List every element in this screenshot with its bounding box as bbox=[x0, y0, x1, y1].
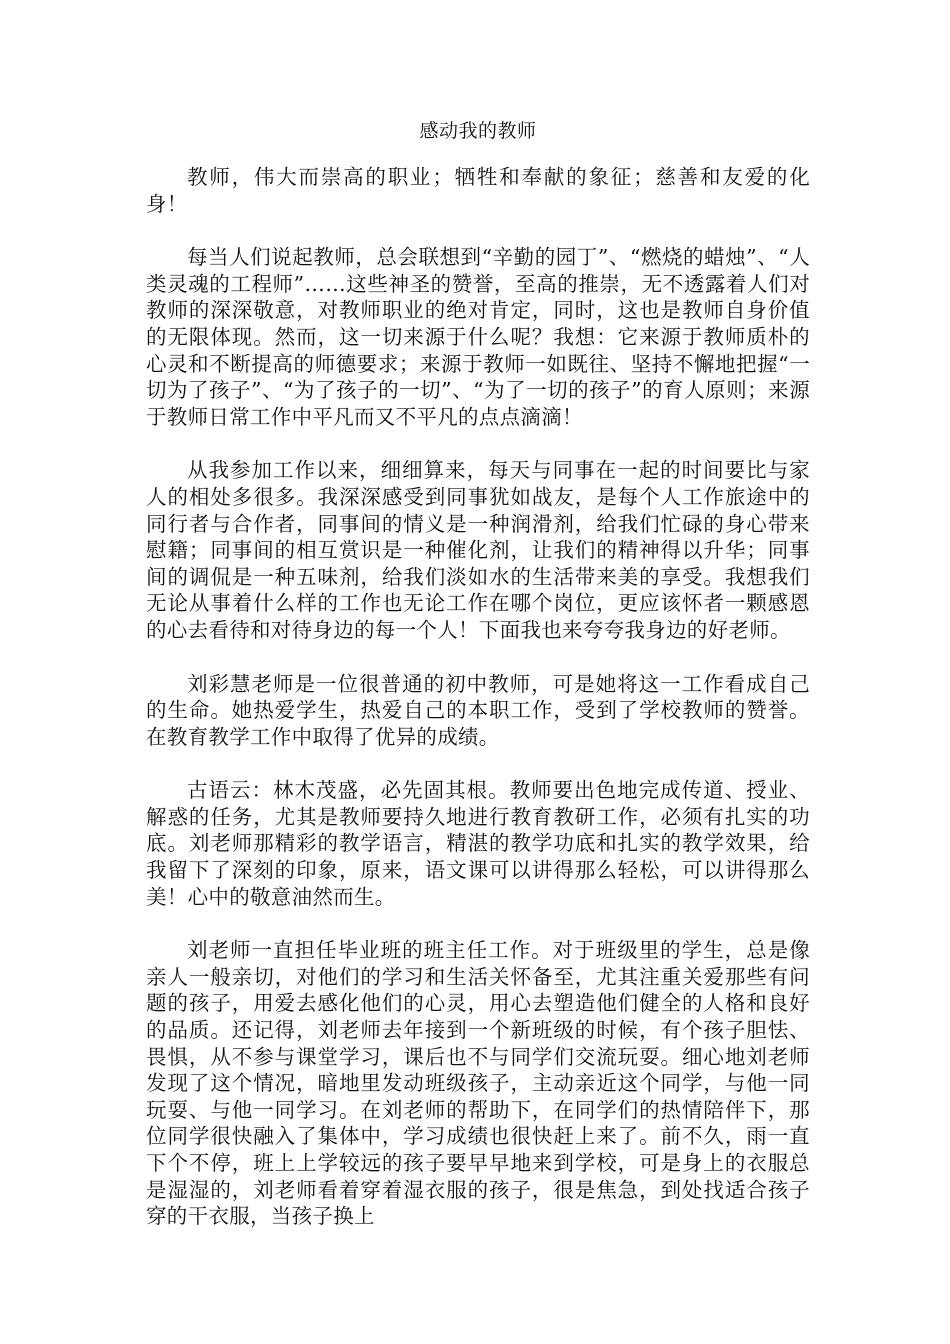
paragraph-3: 从我参加工作以来，细细算来，每天与同事在一起的时间要比与家人的相处多很多。我深深感受到同事犹如战友，是每个人工作旅途中的同行者与合作者，同事间的情义是一种润滑剂，给我们忙碌的身心带来慰籍；同事间的相互赏识是一种催化剂，让我们的精神得以升华；同事间的调侃是一种五味剂，给我们淡如水的生活带来美的享受。我想我们无论从事着什么样的工作也无论工作在哪个岗位，更应该怀者一颗感恩的心去看待和对待身边的每一个人！下面我也来夸夸我身边的好老师。 bbox=[146, 458, 810, 642]
paragraph-1: 教师，伟大而崇高的职业；牺牲和奉献的象征；慈善和友爱的化身！ bbox=[146, 165, 810, 216]
paragraph-6: 刘老师一直担任毕业班的班主任工作。对于班级里的学生，总是像亲人一般亲切，对他们的学习和生活关怀备至，尤其注重关爱那些有问题的孩子，用爱去感化他们的心灵，用心去塑造他们健全的人格和良好的品质。还记得，刘老师去年接到一个新班级的时候，有个孩子胆怯、畏惧，从不参与课堂学习，课后也不与同学们交流玩耍。细心地刘老师发现了这个情况，暗地里发动班级孩子，主动亲近这个同学，与他一同玩耍、与他一同学习。在刘老师的帮助下，在同学们的热情陪伴下，那位同学很快融入了集体中，学习成绩也很快赶上来了。前不久，雨一直下个不停，班上上学较远的孩子要早早地来到学校，可是身上的衣服总是湿湿的，刘老师看着穿着湿衣服的孩子，很是焦急，到处找适合孩子穿的干衣服，当孩子换上 bbox=[146, 938, 810, 1229]
document-title: 感动我的教师 bbox=[419, 120, 537, 142]
paragraph-5: 古语云：林木茂盛，必先固其根。教师要出色地完成传道、授业、解惑的任务，尤其是教师要持久地进行教育教研工作，必须有扎实的功底。刘老师那精彩的教学语言，精湛的教学功底和扎实的教学效果，给我留下了深刻的印象，原来，语文课可以讲得那么轻松，可以讲得那么美！心中的敬意油然而生。 bbox=[146, 778, 810, 909]
paragraph-4: 刘彩慧老师是一位很普通的初中教师，可是她将这一工作看成自己的生命。她热爱学生，热爱自己的本职工作，受到了学校教师的赞誉。在教育教学工作中取得了优异的成绩。 bbox=[146, 671, 810, 749]
document-page bbox=[146, 118, 810, 1257]
paragraph-2: 每当人们说起教师，总会联想到“辛勤的园丁”、“燃烧的蜡烛”、“人类灵魂的工程师”……这些神圣的赞誉，至高的推崇，无不透露着人们对教师的深深敬意，对教师职业的绝对肯定，同时，这也是教师自身价值的无限体现。然而，这一切来源于什么呢？我想：它来源于教师质朴的心灵和不断提高的师德要求；来源于教师一如既往、坚持不懈地把握“一切为了孩子”、“为了孩子的一切”、“为了一切的孩子”的育人原则；来源于教师日常工作中平凡而又不平凡的点点滴滴！ bbox=[146, 245, 810, 429]
